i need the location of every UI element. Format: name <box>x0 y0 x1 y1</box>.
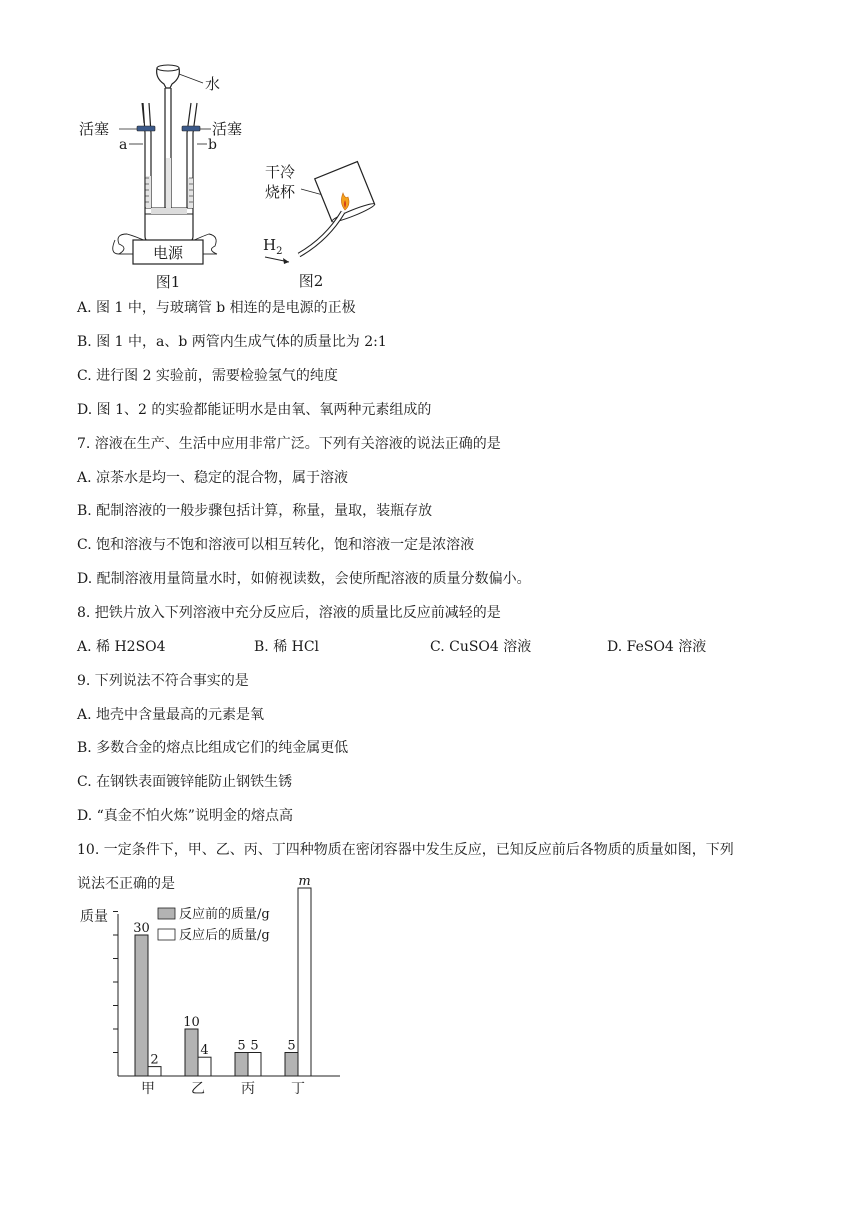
bar-value-label: 5 <box>250 1038 259 1054</box>
bar-value-label: 30 <box>133 921 150 936</box>
q7-option-c: C. 饱和溶液与不饱和溶液可以相互转化，饱和溶液一定是浓溶液 <box>77 537 475 553</box>
bar-value-label: 5 <box>237 1038 246 1054</box>
legend-after-label: 反应后的质量/g <box>179 928 270 943</box>
h2-label: $H_2$ <box>263 236 283 257</box>
beaker-label-line1: 干冷 <box>265 163 296 181</box>
bar-before <box>135 935 148 1076</box>
x-tick-label: 乙 <box>191 1081 205 1097</box>
beaker-label-line2: 烧杯 <box>265 183 296 201</box>
q8-option-d: D. FeSO4 溶液 <box>607 639 707 655</box>
bar-after <box>148 1067 161 1076</box>
q7-option-b: B. 配制溶液的一般步骤包括计算，称量，量取，装瓶存放 <box>77 503 433 519</box>
bar-before <box>235 1053 248 1077</box>
q7-option-d: D. 配制溶液用量筒量水时，如俯视读数，会使所配溶液的质量分数偏小。 <box>77 571 531 587</box>
x-tick-label: 丁 <box>291 1081 305 1097</box>
water-label: 水 <box>205 75 221 93</box>
chart-ylabel: 质量 <box>80 909 108 925</box>
legend-after-swatch <box>158 929 175 940</box>
q6-option-d: D. 图 1、2 的实验都能证明水是由氧、氧两种元素组成的 <box>77 402 432 418</box>
tube-b-label: b <box>208 137 217 153</box>
bar-before <box>285 1053 298 1077</box>
q8-option-b: B. 稀 HCl <box>254 639 320 655</box>
q9-stem: 9. 下列说法不符合事实的是 <box>77 673 249 689</box>
bar-after <box>198 1057 211 1076</box>
right-stopcock <box>182 126 200 131</box>
bar-value-label: 10 <box>183 1015 200 1030</box>
bar-value-label: 4 <box>200 1043 209 1059</box>
bar-after <box>298 888 311 1076</box>
q8-stem: 8. 把铁片放入下列溶液中充分反应后，溶液的质量比反应前减轻的是 <box>77 605 501 621</box>
glass-tube <box>299 212 343 255</box>
right-stopcock-label: 活塞 <box>212 120 243 138</box>
q8-option-a: A. 稀 H2SO4 <box>77 639 166 655</box>
bar-after <box>248 1053 261 1077</box>
bar-value-label: m <box>298 874 311 889</box>
q9-option-c: C. 在钢铁表面镀锌能防止钢铁生锈 <box>77 774 293 790</box>
q6-option-c: C. 进行图 2 实验前，需要检验氢气的纯度 <box>77 368 338 384</box>
q9-option-d: D. “真金不怕火炼”说明金的熔点高 <box>77 808 293 824</box>
x-tick-label: 丙 <box>241 1081 255 1097</box>
q8-option-c: C. CuSO4 溶液 <box>430 639 532 655</box>
q9-option-a: A. 地壳中含量最高的元素是氧 <box>77 707 265 723</box>
bar-value-label: 2 <box>150 1052 159 1068</box>
left-stopcock <box>137 126 155 131</box>
bar-value-label: 5 <box>287 1038 296 1054</box>
bar-before <box>185 1029 198 1076</box>
dry-cold-beaker <box>315 162 375 222</box>
q7-option-a: A. 凉茶水是均一、稳定的混合物，属于溶液 <box>77 470 349 486</box>
left-stopcock-label: 活塞 <box>79 120 110 138</box>
q6-option-a: A. 图 1 中，与玻璃管 b 相连的是电源的正极 <box>77 300 356 316</box>
q9-option-b: B. 多数合金的熔点比组成它们的纯金属更低 <box>77 740 349 756</box>
power-label: 电源 <box>152 244 184 262</box>
figure-2-caption: 图2 <box>298 272 324 290</box>
q10-stem-line2: 说法不正确的是 <box>77 876 175 892</box>
q7-stem: 7. 溶液在生产、生活中应用非常广泛。下列有关溶液的说法正确的是 <box>77 436 501 452</box>
q6-option-b: B. 图 1 中，a、b 两管内生成气体的质量比为 2:1 <box>77 334 387 350</box>
figure-2-hydrogen-burning <box>255 155 380 295</box>
figure-1-caption: 图1 <box>155 273 181 291</box>
figure-1-electrolysis <box>75 58 250 293</box>
tube-a-label: a <box>119 137 128 153</box>
legend-before-label: 反应前的质量/g <box>179 907 270 922</box>
x-tick-label: 甲 <box>141 1081 155 1097</box>
q10-stem-line1: 10. 一定条件下，甲、乙、丙、丁四种物质在密闭容器中发生反应，已知反应前后各物质的质量如图，下列 <box>77 842 734 858</box>
legend-before-swatch <box>158 908 175 919</box>
